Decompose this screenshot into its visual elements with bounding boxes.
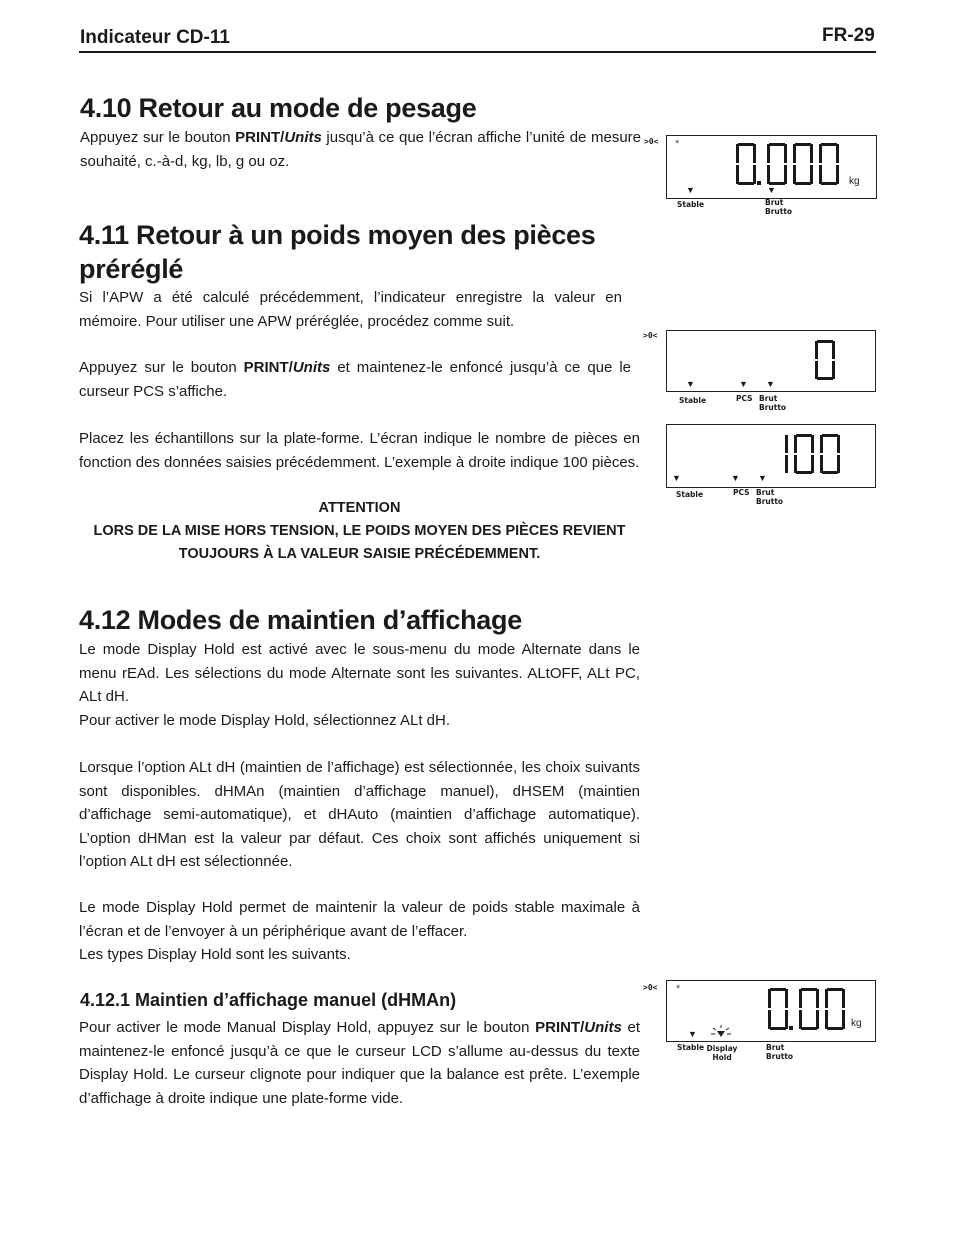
lcd-digits <box>768 434 843 478</box>
lcd-segment-c <box>753 165 756 184</box>
section-4-10-title: 4.10 Retour au mode de pesage <box>80 93 477 123</box>
lcd-segment-d <box>822 471 838 474</box>
lcd-segment-e <box>768 1010 771 1029</box>
lcd-segment-d <box>821 182 837 185</box>
lcd-segment-a <box>822 434 838 437</box>
section-4-12-1-title: 4.12.1 Maintien d’affichage manuel (dHMAn) <box>80 990 457 1010</box>
stable-label: Stable <box>679 396 707 405</box>
lcd-segment-a <box>770 988 786 991</box>
lcd-segment-c <box>811 455 814 473</box>
lcd-segment-a <box>827 988 843 991</box>
lcd-segment-a <box>795 143 811 146</box>
lcd-segment-d <box>738 182 754 185</box>
lcd-digits <box>736 143 846 187</box>
lcd-segment-b <box>836 144 839 163</box>
section-4-12-paragraph-2: Lorsque l’option ALt dH (maintien de l’affichage) est sélectionnée, les choix suivants sont disponibles. dHMAn (maintien d’affichage manuel), dHSEM (maintien d’affichage semi-automatique), et dHAuto (maintien d’affichage automatique). L’option dHMan est la valeur par défaut. Ces choix sont affichés uniquement si l’option ALt dH est sélectionnée. <box>79 759 640 870</box>
pcs-label: PCS <box>736 394 753 403</box>
brut-label: Brut Brutto <box>759 394 787 412</box>
motion-star-icon: * <box>676 983 681 995</box>
section-4-11-paragraph-3: Placez les échantillons sur la plate-forme. L’écran indique le nombre de pièces en fonction des données saisies précédemment. L’exemple à droite indique 100 pièces. <box>79 430 640 471</box>
brut-label: Brut Brutto <box>766 1043 794 1061</box>
lcd-segment-d <box>801 1027 817 1030</box>
lcd-segment-d <box>796 471 812 474</box>
lcd-segment-a <box>769 143 785 146</box>
lcd-segment-a <box>801 988 817 991</box>
stable-label: Stable <box>677 200 705 209</box>
attention-label: ATTENTION <box>318 500 401 516</box>
stable-label: Stable <box>677 1043 705 1052</box>
section-4-11-title: 4.11 Retour à un poids moyen des pièces préréglé <box>79 220 596 284</box>
lcd-segment-c <box>816 1010 819 1029</box>
lcd-segment-f <box>767 144 770 163</box>
header-rule <box>79 51 876 53</box>
lcd-segment-c <box>832 361 835 379</box>
section-4-12-1-paragraph: Pour activer le mode Manual Display Hold, appuyez sur le bouton PRINT/Units et maintenez-le enfoncé jusqu’à ce que le curseur LCD s’allume au-dessus du texte Display Hold. Le curseur clignote pour indiquer que la balance est prête. L’exemple d’affichage à droite indique une plate-forme vide. <box>79 1019 640 1107</box>
lcd-segment-c <box>785 1010 788 1029</box>
lcd-segment-c <box>784 165 787 184</box>
lcd-segment-d <box>770 1027 786 1030</box>
lcd-segment-c <box>785 455 788 473</box>
unit-kg-label: kg <box>849 176 860 187</box>
brut-label: Brut Brutto <box>765 198 793 216</box>
lcd-segment-b <box>784 144 787 163</box>
lcd-segment-f <box>825 989 828 1008</box>
lcd-segment-e <box>736 165 739 184</box>
center-of-zero-label: >0< <box>643 983 658 992</box>
brut-cursor-icon: ▼ <box>766 379 775 389</box>
lcd-decimal-point <box>789 1026 793 1030</box>
lcd-decimal-point <box>757 181 761 185</box>
lcd-segment-a <box>738 143 754 146</box>
warning-line-2: TOUJOURS À LA VALEUR SAISIE PRÉCÉDEMMENT. <box>178 546 541 562</box>
stable-label: Stable <box>676 490 704 499</box>
running-header-title: Indicateur CD-11 <box>80 27 230 48</box>
lcd-segment-a <box>821 143 837 146</box>
lcd-segment-b <box>785 989 788 1008</box>
section-4-12-paragraph-3: Le mode Display Hold permet de maintenir la valeur de poids stable maximale à l’écran et de l’envoyer à un périphérique avant de l’effacer. Les types Display Hold sont les suivants. <box>79 899 640 963</box>
section-4-11-paragraph-2: Appuyez sur le bouton PRINT/Units et maintenez-le enfoncé jusqu’à ce que le curseur PCS s’affiche. <box>79 359 632 400</box>
lcd-segment-b <box>753 144 756 163</box>
lcd-segment-e <box>799 1010 802 1029</box>
lcd-segment-b <box>832 341 835 359</box>
page-number: FR-29 <box>822 25 875 46</box>
lcd-segment-b <box>785 435 788 453</box>
lcd-segment-e <box>825 1010 828 1029</box>
lcd-segment-e <box>819 165 822 184</box>
lcd-segment-f <box>820 435 823 453</box>
pcs-label: PCS <box>733 488 750 497</box>
lcd-digits <box>768 988 848 1032</box>
lcd-segment-a <box>796 434 812 437</box>
pcs-cursor-icon: ▼ <box>731 473 740 483</box>
lcd-segment-e <box>815 361 818 379</box>
section-4-11-paragraph-1: Si l’APW a été calculé précédemment, l’indicateur enregistre la valeur en mémoire. Pour utiliser une APW préréglée, procédez comme suit. <box>79 289 622 330</box>
lcd-segment-a <box>817 340 833 343</box>
lcd-segment-c <box>837 455 840 473</box>
stable-cursor-icon: ▼ <box>688 1029 697 1039</box>
section-4-10-paragraph: Appuyez sur le bouton PRINT/Units jusqu’à ce que l’écran affiche l’unité de mesure souhaité, c.-à-d, kg, lb, g ou oz. <box>80 129 642 170</box>
lcd-segment-b <box>842 989 845 1008</box>
lcd-segment-d <box>827 1027 843 1030</box>
lcd-segment-c <box>842 1010 845 1029</box>
section-4-12-title: 4.12 Modes de maintien d’affichage <box>79 605 522 635</box>
lcd-segment-f <box>819 144 822 163</box>
lcd-segment-b <box>810 144 813 163</box>
lcd-segment-f <box>793 144 796 163</box>
pcs-cursor-icon: ▼ <box>739 379 748 389</box>
lcd-digits <box>815 340 845 384</box>
stable-cursor-icon: ▼ <box>672 473 681 483</box>
lcd-segment-b <box>811 435 814 453</box>
center-of-zero-label: >0< <box>643 331 658 340</box>
lcd-segment-f <box>736 144 739 163</box>
lcd-segment-f <box>794 435 797 453</box>
brut-cursor-icon: ▼ <box>758 473 767 483</box>
stable-cursor-icon: ▼ <box>686 379 695 389</box>
blinking-hold-cursor-icon <box>710 1024 732 1040</box>
brut-label: Brut Brutto <box>756 488 784 506</box>
display-hold-label: Display Hold <box>706 1044 738 1062</box>
lcd-segment-b <box>837 435 840 453</box>
stable-cursor-icon: ▼ <box>686 185 695 195</box>
center-of-zero-label: >0< <box>644 137 659 146</box>
warning-line-1: LORS DE LA MISE HORS TENSION, LE POIDS MOYEN DES PIÈCES REVIENT <box>93 523 626 539</box>
section-4-12-paragraph-1: Le mode Display Hold est activé avec le sous-menu du mode Alternate dans le menu rEAd. Les sélections du mode Alternate sont les suivantes. ALtOFF, ALt PC, ALt dH. Pour activer le mode Display Hold, sélectionnez ALt dH. <box>79 641 640 729</box>
lcd-segment-d <box>795 182 811 185</box>
lcd-segment-f <box>815 341 818 359</box>
lcd-segment-c <box>836 165 839 184</box>
lcd-segment-f <box>799 989 802 1008</box>
lcd-segment-f <box>768 989 771 1008</box>
lcd-segment-c <box>810 165 813 184</box>
lcd-segment-b <box>816 989 819 1008</box>
lcd-segment-d <box>817 377 833 380</box>
lcd-segment-e <box>767 165 770 184</box>
lcd-segment-e <box>820 455 823 473</box>
print-key-label: PRINT/ <box>235 129 285 146</box>
lcd-segment-e <box>794 455 797 473</box>
unit-kg-label: kg <box>851 1018 862 1029</box>
brut-cursor-icon: ▼ <box>767 185 776 195</box>
lcd-segment-e <box>793 165 796 184</box>
motion-star-icon: * <box>675 138 680 150</box>
